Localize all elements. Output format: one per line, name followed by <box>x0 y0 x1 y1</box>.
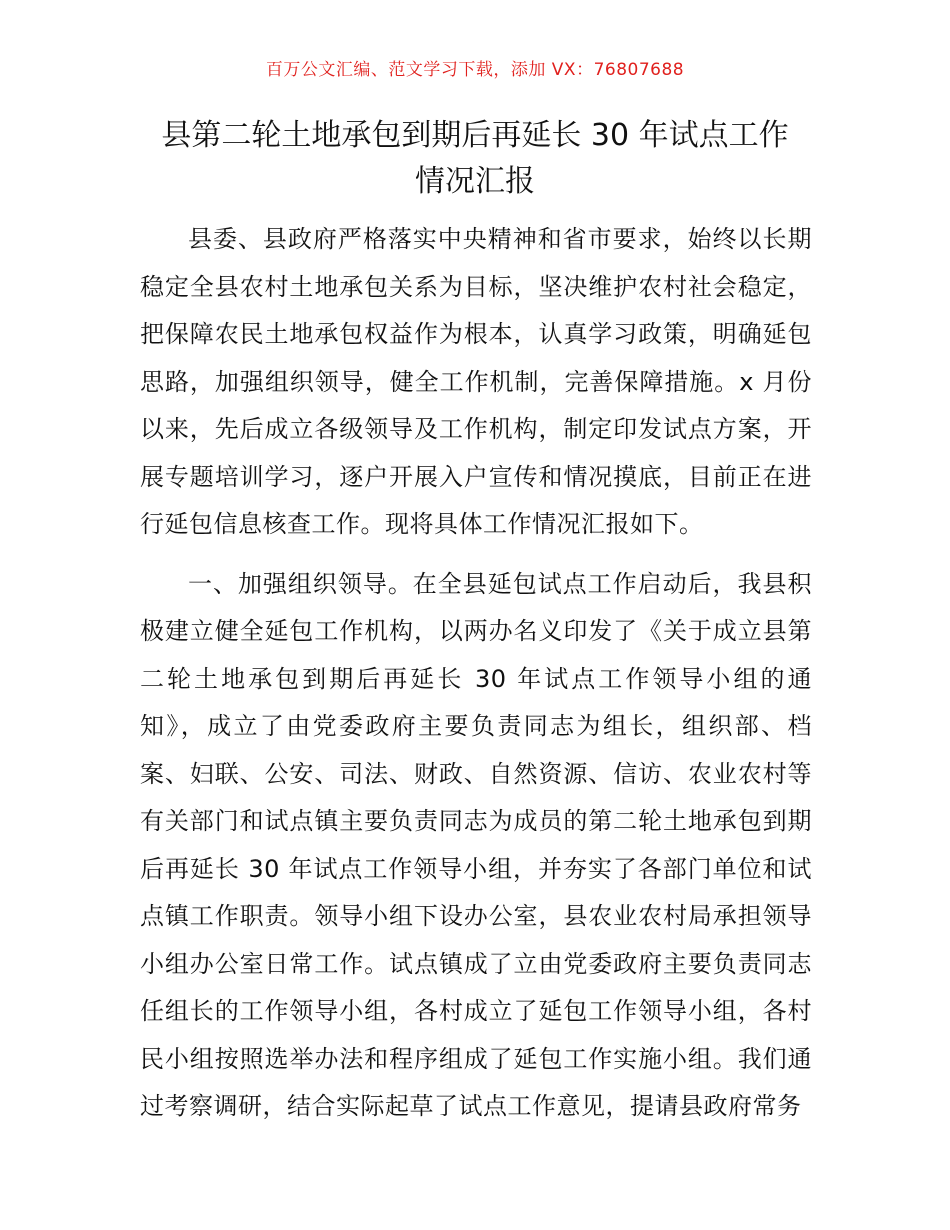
paragraph-organization: 一、加强组织领导。在全县延包试点工作启动后，我县积极建立健全延包工作机构，以两办名义印发了《关于成立县第二轮土地承包到期后再延长 30 年试点工作领导小组的通知》，成立了由党委政府主要负责同志为组长，组织部、档案、妇联、公安、司法、财政、自然资源、信访、农业农村等有关部门和试点镇主要负责同志为成员的第二轮土地承包到期后再延长 30 年试点工作领导小组，并夯实了各部门单位和试点镇工作职责。领导小组下设办公室，县农业农村局承担领导小组办公室日常工作。试点镇成了立由党委政府主要负责同志任组长的工作领导小组，各村成立了延包工作领导小组，各村民小组按照选举办法和程序组成了延包工作实施小组。我们通过考察调研，结合实际起草了试点工作意见，提请县政府常务 <box>140 569 812 1120</box>
title-line-1: 县第二轮土地承包到期后再延长 30 年试点工作 <box>161 118 789 153</box>
header-banner: 百万公文汇编、范文学习下载，添加 VX：76807688 <box>265 60 685 80</box>
document-title <box>120 113 830 205</box>
paragraph-intro: 县委、县政府严格落实中央精神和省市要求，始终以长期稳定全县农村土地承包关系为目标，坚决维护农村社会稳定，把保障农民土地承包权益作为根本，认真学习政策，明确延包思路，加强组织领导，健全工作机制，完善保障措施。x 月份以来，先后成立各级领导及工作机构，制定印发试点方案，开展专题培训学习，逐户开展入户宣传和情况摸底，目前正在进行延包信息核查工作。现将具体工作情况汇报如下。 <box>140 225 812 538</box>
document-body <box>140 216 812 1143</box>
title-line-2: 情况汇报 <box>415 164 535 199</box>
